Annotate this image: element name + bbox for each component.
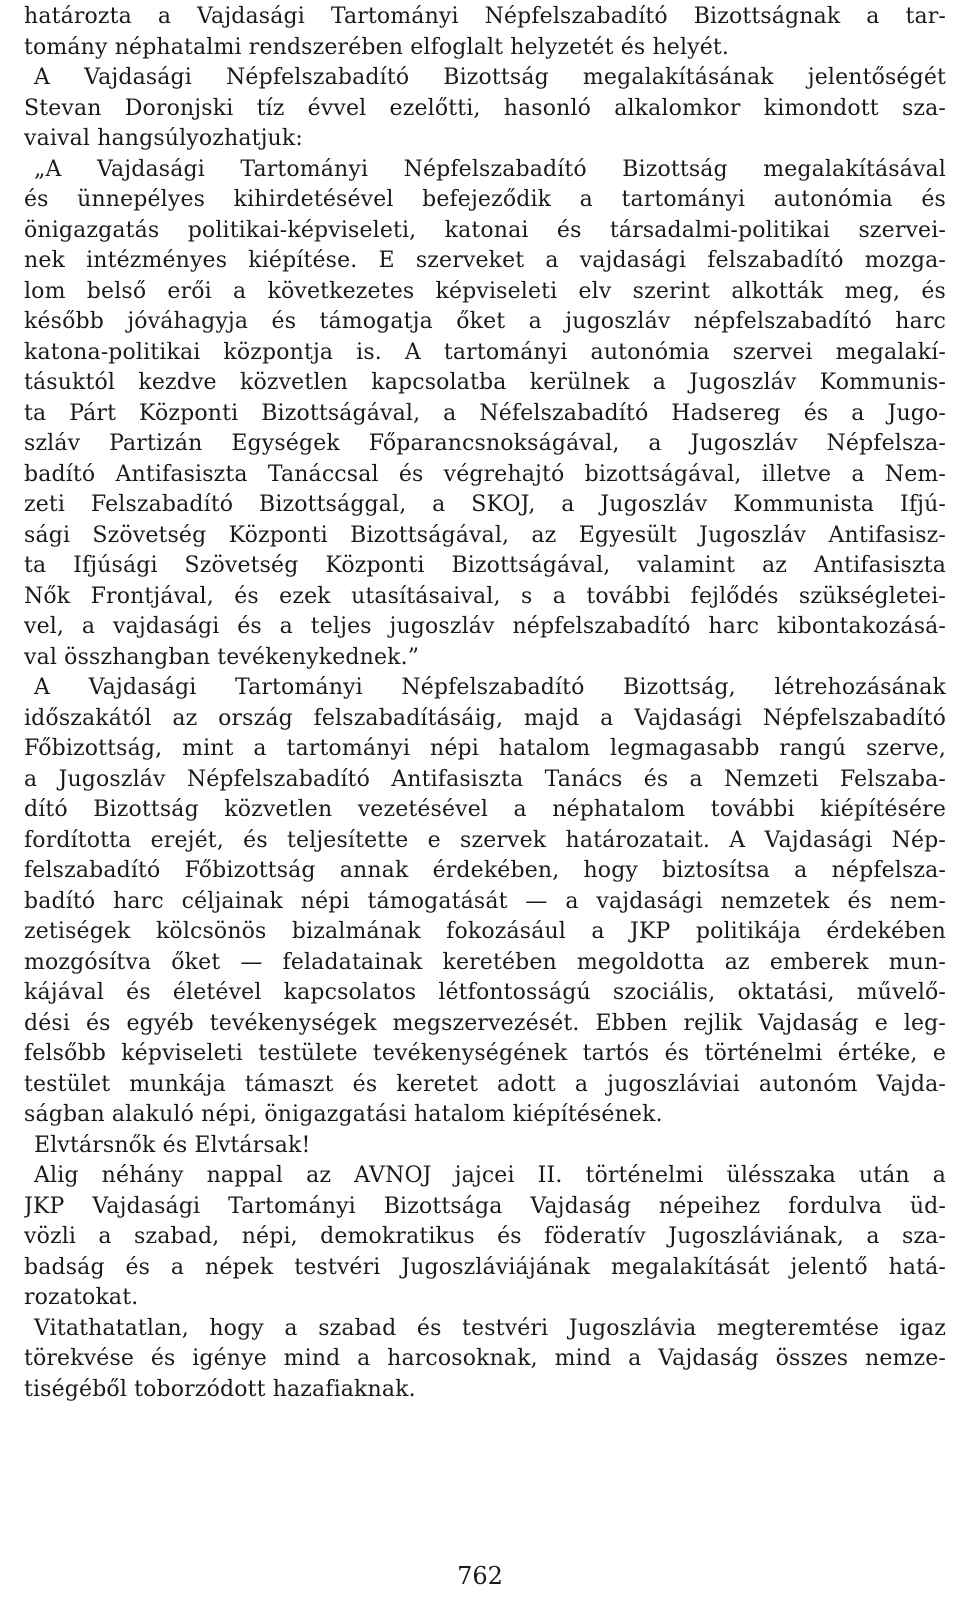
text-line: mozgósítva őket — feladatainak keretében megoldotta az emberek mun-	[24, 949, 946, 975]
text-line: Nők Frontjával, és ezek utasításaival, s a további fejlődés szükségletei-	[24, 583, 946, 609]
text-line: zetiségek kölcsönös bizalmának fokozásául a JKP politikája érdekében	[24, 919, 946, 944]
text-line: és ünnepélyes kihirdetésével befejeződik a tartományi autonómia és	[24, 187, 946, 212]
text-line: dési és egyéb tevékenységek megszervezését. Ebben rejlik Vajdaság e leg-	[24, 1010, 946, 1036]
text-line: JKP Vajdasági Tartományi Bizottsága Vajdaság népeihez fordulva üd-	[24, 1193, 946, 1219]
text-line: ta Ifjúsági Szövetség Központi Bizottságával, valamint az Antifasiszta	[24, 553, 946, 578]
text-line: badító Antifasiszta Tanáccsal és végrehajtó bizottságával, illetve a Nem-	[24, 461, 946, 487]
text-line: badság és a népek testvéri Jugoszláviájának megalakítását jelentő hatá-	[24, 1254, 946, 1280]
text-line: „A Vajdasági Tartományi Népfelszabadító Bizottság megalakításával	[34, 156, 946, 182]
paragraph	[24, 63, 946, 673]
paragraph	[24, 673, 946, 1131]
paragraph	[24, 1314, 946, 1406]
text-line: felsőbb képviseleti testülete tevékenységének tartós és történelmi értéke, e	[24, 1041, 946, 1066]
text-line: szláv Partizán Egységek Főparancsnokságával, a Jugoszláv Népfelsza-	[24, 431, 946, 456]
text-line: badító harc céljainak népi támogatását — a vajdasági nemzetek és nem-	[24, 888, 946, 914]
text-line: Elvtársnők és Elvtársak!	[34, 1132, 311, 1158]
text-line: a Jugoszláv Népfelszabadító Antifasiszta Tanács és a Nemzeti Felszaba-	[24, 766, 946, 792]
document-page	[24, 2, 946, 1405]
text-line: dító Bizottság közvetlen vezetésével a néphatalom további kiépítésére	[24, 797, 946, 822]
text-line: A Vajdasági Népfelszabadító Bizottság megalakításának jelentőségét	[34, 65, 946, 90]
text-line: rozatokat.	[24, 1285, 139, 1310]
text-line: sági Szövetség Központi Bizottságával, az Egyesült Jugoszláv Antifasisz-	[24, 522, 946, 548]
text-line: később jóváhagyja és támogatja őket a jugoszláv népfelszabadító harc	[24, 309, 946, 334]
text-line: Alig néhány nappal az AVNOJ jajcei II. történelmi ülésszaka után a	[34, 1163, 946, 1188]
text-line: Vitathatatlan, hogy a szabad és testvéri Jugoszlávia megteremtése igaz	[34, 1315, 946, 1341]
text-line: katona-politikai központja is. A tartományi autonómia szervei megalakí-	[24, 339, 946, 365]
paragraph	[24, 2, 946, 63]
page-number: 762	[457, 1562, 503, 1590]
text-line: felszabadító Főbizottság annak érdekében, hogy biztosítsa a népfelsza-	[24, 858, 946, 883]
text-line: nek intézményes kiépítése. E szerveket a vajdasági felszabadító mozga-	[24, 248, 946, 273]
text-line: A Vajdasági Tartományi Népfelszabadító Bizottság, létrehozásának	[34, 675, 946, 700]
text-line: ta Párt Központi Bizottságával, a Néfelszabadító Hadsereg és a Jugo-	[24, 400, 946, 426]
text-line: ságban alakuló népi, önigazgatási hatalom kiépítésének.	[24, 1102, 663, 1127]
text-line: testület munkája támaszt és keretet adott a jugoszláviai autonóm Vajda-	[24, 1071, 946, 1097]
text-line: fordította erejét, és teljesítette e szervek határozatait. A Vajdasági Nép-	[24, 827, 946, 853]
text-line: önigazgatás politikai-képviseleti, katonai és társadalmi-politikai szervei-	[24, 217, 946, 243]
paragraph	[24, 1131, 946, 1162]
text-line: Stevan Doronjski tíz évvel ezelőtti, hasonló alkalomkor kimondott sza-	[24, 95, 946, 121]
text-line: határozta a Vajdasági Tartományi Népfelszabadító Bizottságnak a tar-	[24, 4, 946, 29]
text-line: vel, a vajdasági és a teljes jugoszláv népfelszabadító harc kibontakozásá-	[24, 614, 946, 639]
text-line: tomány néphatalmi rendszerében elfoglalt helyzetét és helyét.	[24, 34, 730, 60]
text-line: lom belső erői a következetes képviseleti elv szerint alkották meg, és	[24, 278, 946, 304]
text-line: tásuktól kezdve közvetlen kapcsolatba kerülnek a Jugoszláv Kommunis-	[24, 370, 946, 395]
text-line: kájával és életével kapcsolatos létfontosságú szociális, oktatási, művelő-	[24, 980, 946, 1005]
text-line: vözli a szabad, népi, demokratikus és föderatív Jugoszláviának, a sza-	[24, 1224, 946, 1249]
text-line: időszakától az ország felszabadításáig, majd a Vajdasági Népfelszabadító	[24, 705, 946, 731]
text-line: val összhangban tevékenykednek.”	[24, 644, 420, 670]
text-line: zeti Felszabadító Bizottsággal, a SKOJ, a Jugoszláv Kommunista Ifjú-	[24, 492, 946, 517]
text-line: törekvése és igénye mind a harcosoknak, mind a Vajdaság összes nemze-	[24, 1346, 946, 1371]
text-line: tiségéből toborzódott hazafiaknak.	[24, 1376, 416, 1402]
text-line: Főbizottság, mint a tartományi népi hatalom legmagasabb rangú szerve,	[24, 736, 946, 761]
text-line: vaival hangsúlyozhatjuk:	[24, 126, 303, 151]
paragraph	[24, 1161, 946, 1314]
